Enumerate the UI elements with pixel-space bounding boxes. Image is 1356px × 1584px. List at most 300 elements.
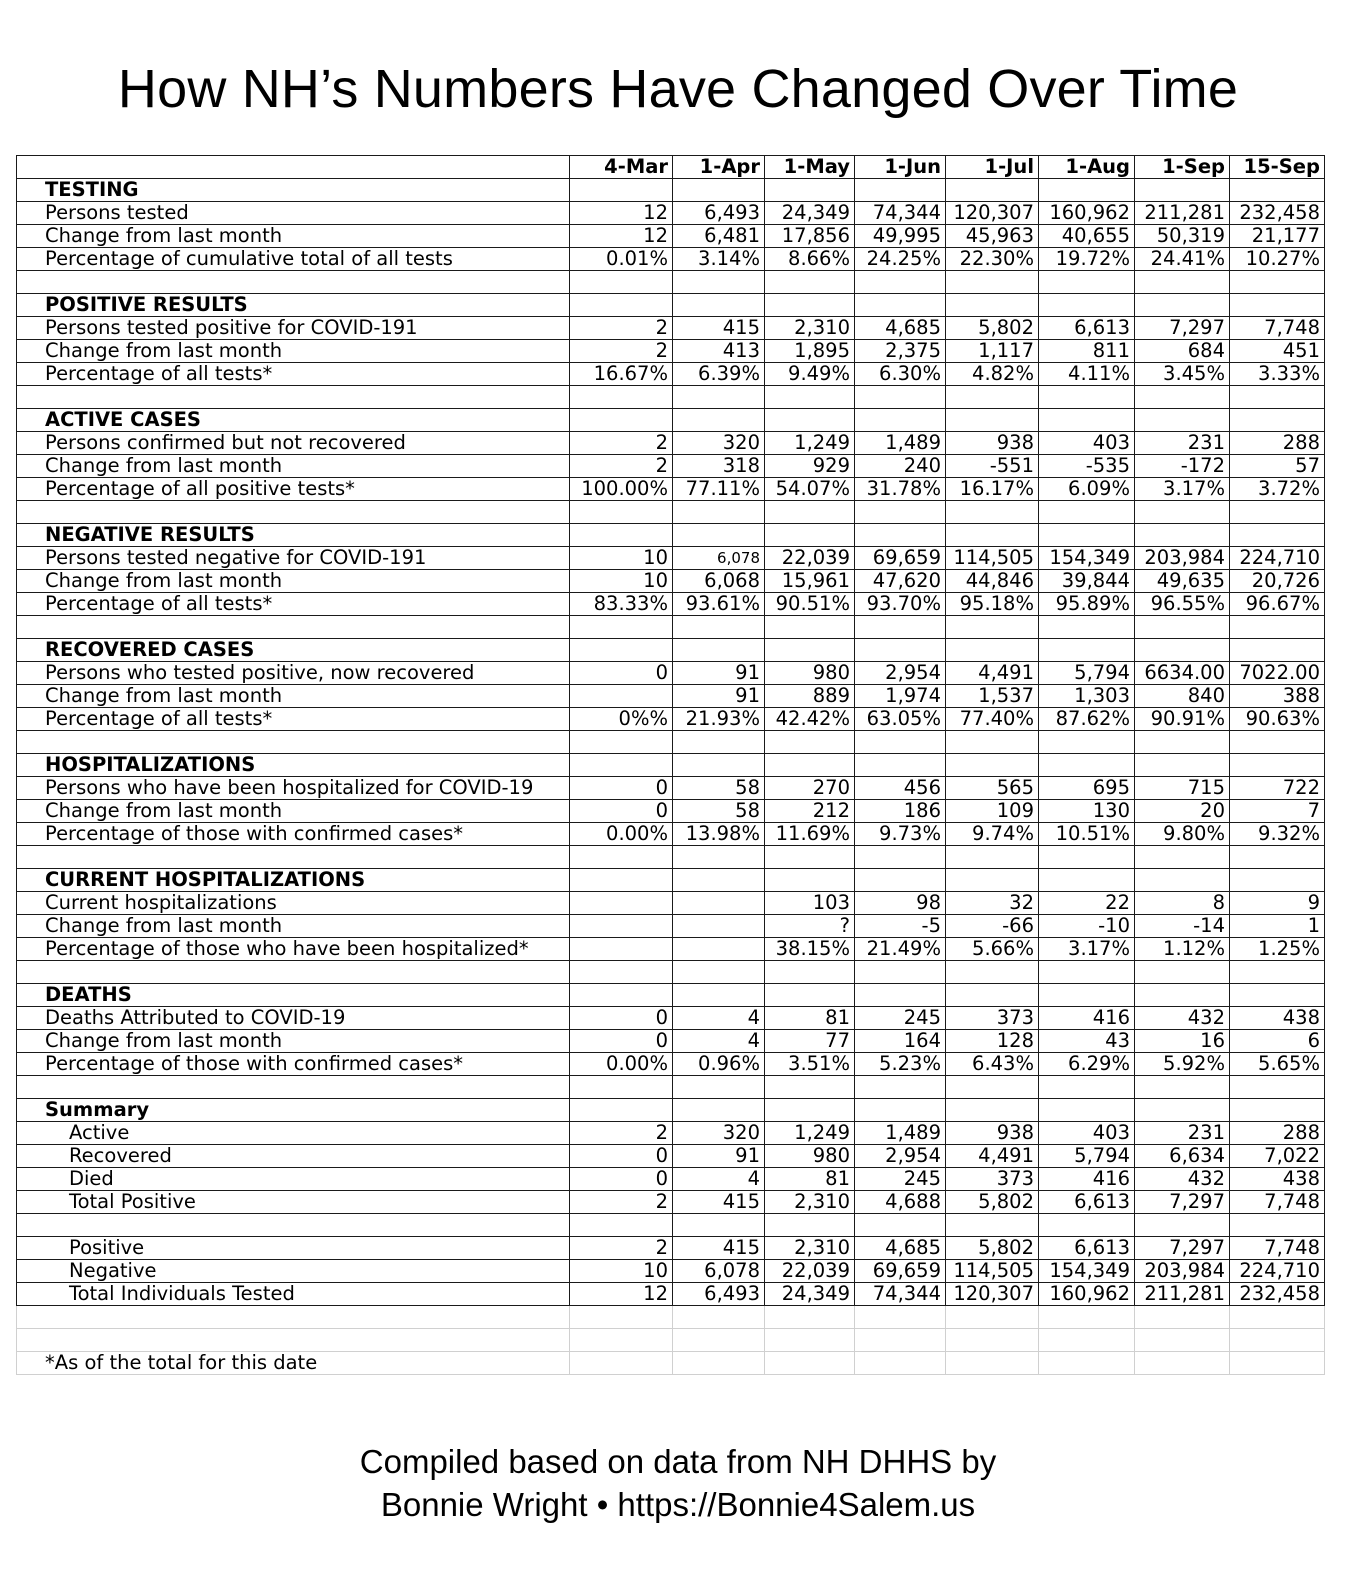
table-row (17, 248, 1325, 271)
row-label: Percentage of those with confirmed cases* (17, 823, 570, 846)
empty-cell (855, 754, 946, 777)
table-cell: 24.25% (855, 248, 946, 271)
empty-cell (1039, 731, 1135, 754)
empty-cell (1039, 846, 1135, 869)
empty-cell (1135, 846, 1230, 869)
empty-cell (570, 731, 673, 754)
table-cell: 114,505 (946, 547, 1039, 570)
table-cell: 6.29% (1039, 1053, 1135, 1076)
empty-cell (1039, 1306, 1135, 1329)
table-cell: -535 (1039, 455, 1135, 478)
table-cell: -14 (1135, 915, 1230, 938)
empty-cell (946, 409, 1039, 432)
spacer-row (17, 386, 1325, 409)
table-cell: 232,458 (1230, 1283, 1325, 1306)
empty-cell (855, 961, 946, 984)
table-cell: 415 (673, 1191, 765, 1214)
table-cell: 69,659 (855, 1260, 946, 1283)
empty-cell (673, 409, 765, 432)
table-cell: 12 (570, 1283, 673, 1306)
table-cell: 6.43% (946, 1053, 1039, 1076)
table-cell (673, 938, 765, 961)
table-cell: 0.00% (570, 823, 673, 846)
empty-cell (570, 616, 673, 639)
empty-cell (1230, 271, 1325, 294)
table-cell: 9.74% (946, 823, 1039, 846)
table-cell: 6,493 (673, 202, 765, 225)
empty-cell (570, 1099, 673, 1122)
table-cell: 1.12% (1135, 938, 1230, 961)
table-cell: 0 (570, 1168, 673, 1191)
empty-cell (855, 616, 946, 639)
row-label: Negative (17, 1260, 570, 1283)
table-row (17, 1237, 1325, 1260)
table-cell: 160,962 (1039, 202, 1135, 225)
table-cell: 288 (1230, 1122, 1325, 1145)
table-cell: 164 (855, 1030, 946, 1053)
empty-cell (1135, 1214, 1230, 1237)
table-cell: 6,613 (1039, 1237, 1135, 1260)
empty-cell (673, 731, 765, 754)
table-cell: 320 (673, 432, 765, 455)
table-cell: 5,802 (946, 1191, 1039, 1214)
table-cell: 1,489 (855, 432, 946, 455)
table-cell: 6 (1230, 1030, 1325, 1053)
table-cell: 120,307 (946, 202, 1039, 225)
table-cell: 1,249 (765, 432, 855, 455)
empty-cell (17, 1214, 570, 1237)
table-cell: 432 (1135, 1168, 1230, 1191)
empty-cell (673, 179, 765, 202)
table-cell: 6,634 (1135, 1145, 1230, 1168)
empty-cell (673, 846, 765, 869)
table-cell: 224,710 (1230, 547, 1325, 570)
table-cell: 83.33% (570, 593, 673, 616)
empty-cell (946, 1099, 1039, 1122)
table-cell: 0 (570, 1145, 673, 1168)
empty-cell (855, 294, 946, 317)
table-cell: 91 (673, 685, 765, 708)
table-cell: 57 (1230, 455, 1325, 478)
table-cell: 0.01% (570, 248, 673, 271)
table-cell: 938 (946, 1122, 1039, 1145)
table-cell: -172 (1135, 455, 1230, 478)
table-cell: 4.82% (946, 363, 1039, 386)
table-cell: 87.62% (1039, 708, 1135, 731)
table-cell: 63.05% (855, 708, 946, 731)
empty-cell (946, 179, 1039, 202)
empty-cell (765, 731, 855, 754)
empty-cell (673, 386, 765, 409)
table-cell: 7,297 (1135, 317, 1230, 340)
section-heading: POSITIVE RESULTS (17, 294, 570, 317)
empty-cell (1039, 409, 1135, 432)
section-heading: TESTING (17, 179, 570, 202)
empty-row (17, 1306, 1325, 1329)
table-cell: 1,303 (1039, 685, 1135, 708)
table-cell: 47,620 (855, 570, 946, 593)
empty-cell (1039, 271, 1135, 294)
table-cell: 15,961 (765, 570, 855, 593)
table-row (17, 432, 1325, 455)
table-cell: 74,344 (855, 1283, 946, 1306)
empty-cell (673, 524, 765, 547)
empty-cell (765, 639, 855, 662)
empty-cell (946, 616, 1039, 639)
empty-cell (946, 1352, 1039, 1375)
table-cell: 6,068 (673, 570, 765, 593)
table-cell: 9.49% (765, 363, 855, 386)
empty-cell (1135, 294, 1230, 317)
row-label: Percentage of those who have been hospitalized* (17, 938, 570, 961)
empty-cell (946, 1329, 1039, 1352)
section-heading: HOSPITALIZATIONS (17, 754, 570, 777)
table-cell: 3.72% (1230, 478, 1325, 501)
table-cell: 10 (570, 547, 673, 570)
table-cell: 21,177 (1230, 225, 1325, 248)
empty-cell (570, 1352, 673, 1375)
empty-cell (855, 1329, 946, 1352)
footnote: *As of the total for this date (17, 1352, 570, 1375)
table-cell: 16.17% (946, 478, 1039, 501)
empty-cell (946, 1076, 1039, 1099)
empty-cell (570, 869, 673, 892)
table-cell: 9.73% (855, 823, 946, 846)
empty-cell (946, 524, 1039, 547)
empty-cell (1039, 616, 1135, 639)
empty-cell (855, 1099, 946, 1122)
row-label: Deaths Attributed to COVID-19 (17, 1007, 570, 1030)
table-cell: 21.49% (855, 938, 946, 961)
row-label: Change from last month (17, 570, 570, 593)
table-cell: 58 (673, 777, 765, 800)
table-cell: 415 (673, 1237, 765, 1260)
table-cell: 840 (1135, 685, 1230, 708)
table-cell: 9 (1230, 892, 1325, 915)
empty-cell (855, 1076, 946, 1099)
table-cell: 212 (765, 800, 855, 823)
empty-cell (673, 1352, 765, 1375)
table-cell: 0.00% (570, 1053, 673, 1076)
table-cell: 0.96% (673, 1053, 765, 1076)
table-cell: 1,489 (855, 1122, 946, 1145)
table-row (17, 708, 1325, 731)
table-cell: 7,748 (1230, 317, 1325, 340)
table-row (17, 1260, 1325, 1283)
empty-cell (570, 386, 673, 409)
table-cell: 24.41% (1135, 248, 1230, 271)
table-cell: 98 (855, 892, 946, 915)
empty-cell (1135, 501, 1230, 524)
empty-cell (946, 271, 1039, 294)
table-cell: 91 (673, 662, 765, 685)
empty-cell (673, 1076, 765, 1099)
table-row (17, 892, 1325, 915)
table-cell: 9.32% (1230, 823, 1325, 846)
table-cell: 2,954 (855, 662, 946, 685)
table-cell: 40,655 (1039, 225, 1135, 248)
table-cell: 403 (1039, 432, 1135, 455)
spacer-row (17, 616, 1325, 639)
empty-cell (17, 501, 570, 524)
header-row (17, 156, 1325, 179)
empty-cell (570, 1306, 673, 1329)
empty-cell (1230, 409, 1325, 432)
empty-cell (1135, 616, 1230, 639)
empty-cell (673, 1099, 765, 1122)
table-cell: 0 (570, 1030, 673, 1053)
empty-cell (855, 1306, 946, 1329)
table-cell (673, 915, 765, 938)
table-cell: 438 (1230, 1007, 1325, 1030)
row-label: Percentage of all tests* (17, 708, 570, 731)
spacer-row (17, 501, 1325, 524)
table-cell: 722 (1230, 777, 1325, 800)
empty-cell (570, 639, 673, 662)
table-cell: 889 (765, 685, 855, 708)
empty-cell (570, 961, 673, 984)
table-cell: 4,688 (855, 1191, 946, 1214)
row-label: Change from last month (17, 1030, 570, 1053)
table-cell: 90.63% (1230, 708, 1325, 731)
empty-cell (570, 501, 673, 524)
empty-cell (570, 179, 673, 202)
empty-cell (570, 1076, 673, 1099)
table-cell: 6,078 (673, 1260, 765, 1283)
table-cell: 100.00% (570, 478, 673, 501)
row-label: Total Individuals Tested (17, 1283, 570, 1306)
table-cell: 245 (855, 1168, 946, 1191)
empty-cell (765, 271, 855, 294)
column-header: 1-Jul (946, 156, 1039, 179)
empty-cell (765, 754, 855, 777)
empty-cell (946, 984, 1039, 1007)
empty-cell (1230, 179, 1325, 202)
table-cell: 811 (1039, 340, 1135, 363)
empty-cell (1039, 294, 1135, 317)
table-cell: 96.67% (1230, 593, 1325, 616)
table-cell: 5,794 (1039, 1145, 1135, 1168)
table-cell: 5.92% (1135, 1053, 1230, 1076)
empty-cell (17, 271, 570, 294)
empty-cell (855, 639, 946, 662)
empty-cell (570, 984, 673, 1007)
table-cell (673, 892, 765, 915)
table-cell: 58 (673, 800, 765, 823)
empty-cell (1135, 961, 1230, 984)
table-cell: 1,895 (765, 340, 855, 363)
empty-cell (1230, 754, 1325, 777)
row-label: Change from last month (17, 225, 570, 248)
row-label: Percentage of those with confirmed cases* (17, 1053, 570, 1076)
table-cell: 980 (765, 662, 855, 685)
table-cell: 24,349 (765, 202, 855, 225)
empty-cell (1135, 869, 1230, 892)
table-cell: 684 (1135, 340, 1230, 363)
table-cell: 8.66% (765, 248, 855, 271)
table-cell: 0 (570, 800, 673, 823)
table-row (17, 938, 1325, 961)
table-row (17, 317, 1325, 340)
empty-cell (1039, 869, 1135, 892)
table-cell: 980 (765, 1145, 855, 1168)
table-row (17, 915, 1325, 938)
table-cell: ? (765, 915, 855, 938)
table-row (17, 455, 1325, 478)
table-cell: 16.67% (570, 363, 673, 386)
empty-cell (1230, 846, 1325, 869)
row-label: Persons who have been hospitalized for COVID-19 (17, 777, 570, 800)
table-row (17, 1191, 1325, 1214)
table-row (17, 1030, 1325, 1053)
table-cell: 416 (1039, 1168, 1135, 1191)
table-cell: 2 (570, 1122, 673, 1145)
empty-cell (673, 1214, 765, 1237)
column-header: 4-Mar (570, 156, 673, 179)
table-row (17, 547, 1325, 570)
empty-cell (570, 1214, 673, 1237)
table-cell: 6634.00 (1135, 662, 1230, 685)
table-cell: 54.07% (765, 478, 855, 501)
table-cell: 2 (570, 340, 673, 363)
table-cell: 715 (1135, 777, 1230, 800)
empty-cell (1135, 731, 1230, 754)
empty-cell (570, 524, 673, 547)
empty-cell (765, 1329, 855, 1352)
table-cell: 2,310 (765, 1191, 855, 1214)
empty-cell (1135, 1099, 1230, 1122)
table-cell: 186 (855, 800, 946, 823)
credit-block (0, 1440, 1356, 1526)
empty-cell (855, 846, 946, 869)
table-cell: 10.51% (1039, 823, 1135, 846)
table-row (17, 225, 1325, 248)
empty-cell (765, 524, 855, 547)
empty-cell (765, 869, 855, 892)
spacer-row (17, 271, 1325, 294)
empty-cell (1230, 1099, 1325, 1122)
table-cell: 0 (570, 777, 673, 800)
table-cell: 6,613 (1039, 1191, 1135, 1214)
row-label: Recovered (17, 1145, 570, 1168)
empty-cell (1039, 1329, 1135, 1352)
empty-cell (1230, 731, 1325, 754)
empty-cell (570, 409, 673, 432)
column-header: 1-Jun (855, 156, 946, 179)
empty-cell (1135, 1306, 1230, 1329)
footnote-row (17, 1352, 1325, 1375)
table-cell: 8 (1135, 892, 1230, 915)
table-cell: 6.39% (673, 363, 765, 386)
empty-cell (1230, 1329, 1325, 1352)
table-cell: 5,802 (946, 1237, 1039, 1260)
table-cell: 90.91% (1135, 708, 1230, 731)
table-cell: 128 (946, 1030, 1039, 1053)
table-cell: 7,748 (1230, 1191, 1325, 1214)
empty-cell (765, 1306, 855, 1329)
table-cell: 0 (570, 662, 673, 685)
empty-cell (855, 409, 946, 432)
table-cell: 929 (765, 455, 855, 478)
empty-cell (1230, 386, 1325, 409)
table-cell: 10 (570, 1260, 673, 1283)
empty-cell (1039, 984, 1135, 1007)
table-cell: 154,349 (1039, 547, 1135, 570)
table-cell: 211,281 (1135, 202, 1230, 225)
table-cell: 43 (1039, 1030, 1135, 1053)
empty-cell (673, 1306, 765, 1329)
empty-cell (1230, 984, 1325, 1007)
empty-cell (1230, 524, 1325, 547)
table-cell: 7 (1230, 800, 1325, 823)
table-cell: 4,491 (946, 1145, 1039, 1168)
table-cell: 7,297 (1135, 1237, 1230, 1260)
empty-cell (17, 1076, 570, 1099)
empty-cell (946, 294, 1039, 317)
table-cell: -551 (946, 455, 1039, 478)
section-heading: CURRENT HOSPITALIZATIONS (17, 869, 570, 892)
empty-cell (1230, 294, 1325, 317)
table-row (17, 1122, 1325, 1145)
empty-cell (765, 501, 855, 524)
table-cell: 5,802 (946, 317, 1039, 340)
empty-cell (17, 1306, 570, 1329)
credit-line-1: Compiled based on data from NH DHHS by (359, 1443, 997, 1480)
spacer-row (17, 846, 1325, 869)
empty-cell (1135, 524, 1230, 547)
table-cell: 38.15% (765, 938, 855, 961)
table-cell: 11.69% (765, 823, 855, 846)
section-heading: DEATHS (17, 984, 570, 1007)
empty-cell (673, 869, 765, 892)
table-cell: 12 (570, 202, 673, 225)
row-label: Persons tested negative for COVID-191 (17, 547, 570, 570)
empty-cell (1135, 409, 1230, 432)
table-cell: 7,748 (1230, 1237, 1325, 1260)
empty-cell (946, 754, 1039, 777)
row-label: Percentage of cumulative total of all tests (17, 248, 570, 271)
page-title: How NH’s Numbers Have Changed Over Time (117, 59, 1239, 119)
table-cell: 2,954 (855, 1145, 946, 1168)
table-cell: 44,846 (946, 570, 1039, 593)
row-label: Change from last month (17, 915, 570, 938)
empty-cell (765, 409, 855, 432)
table-cell: 45,963 (946, 225, 1039, 248)
table-cell: 373 (946, 1168, 1039, 1191)
table-cell: 3.17% (1039, 938, 1135, 961)
table-cell: -66 (946, 915, 1039, 938)
table-cell: 3.45% (1135, 363, 1230, 386)
row-label: Percentage of all tests* (17, 593, 570, 616)
row-label: Percentage of all positive tests* (17, 478, 570, 501)
column-header: 15-Sep (1230, 156, 1325, 179)
table-cell: 93.70% (855, 593, 946, 616)
table-cell: 938 (946, 432, 1039, 455)
empty-cell (946, 731, 1039, 754)
empty-cell (673, 271, 765, 294)
table-cell: 22,039 (765, 547, 855, 570)
empty-cell (673, 294, 765, 317)
table-cell: 9.80% (1135, 823, 1230, 846)
table-row (17, 340, 1325, 363)
table-cell: 4 (673, 1168, 765, 1191)
table-cell (570, 685, 673, 708)
table-cell: 42.42% (765, 708, 855, 731)
empty-cell (855, 501, 946, 524)
table-cell: 69,659 (855, 547, 946, 570)
table-cell: -10 (1039, 915, 1135, 938)
table-cell: 90.51% (765, 593, 855, 616)
